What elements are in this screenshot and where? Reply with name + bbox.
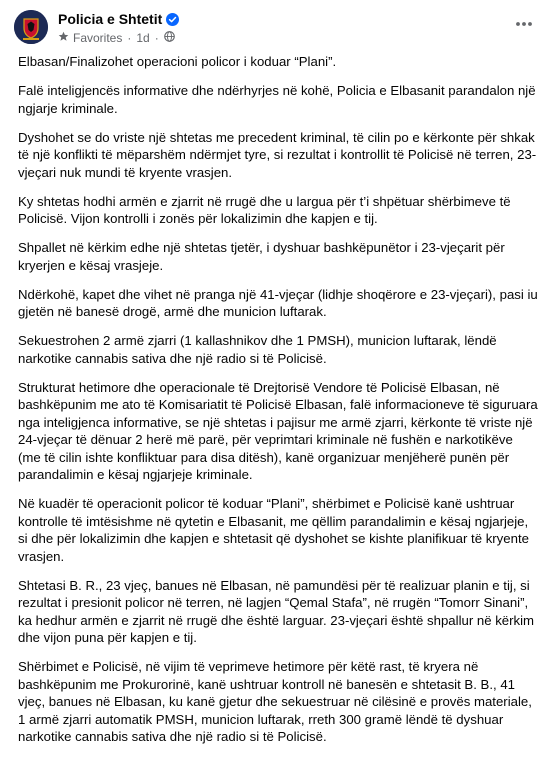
post-paragraph: Dyshohet se do vriste një shtetas me precedent kriminal, të cilin po e kërkonte për shkak të një konflikti të mëparshëm ndërmjet tyre, si rezultat i kontrollit të Policisë në terren, 23-vjeçari nuk mundi të kryente vrasjen. <box>18 129 537 180</box>
page-avatar[interactable] <box>14 10 48 44</box>
verified-badge-icon <box>166 13 179 26</box>
post-paragraph: Sekuestrohen 2 armë zjarri (1 kallashnikov dhe 1 PMSH), municion luftarak, lëndë narkotike cannabis sativa dhe një radio si të Policisë. <box>18 333 497 366</box>
post-paragraph: Shpallet në kërkim edhe një shtetas tjetër, i dyshuar bashkëpunëtor i 23-vjeçarit për kryerjen e kësaj vrasjeje. <box>18 240 505 273</box>
post-timestamp[interactable]: 1d <box>136 31 150 45</box>
post-meta <box>58 31 175 45</box>
post-body <box>18 53 538 757</box>
meta-separator-2: · <box>154 31 159 45</box>
post-paragraph: Falë inteligjencës informative dhe ndërhyrjes në kohë, Policia e Elbasanit parandalon një ngjarje kriminale. <box>18 83 536 116</box>
more-options-button[interactable] <box>514 14 534 34</box>
post-header <box>0 0 548 52</box>
post-paragraph: Strukturat hetimore dhe operacionale të Drejtorisë Vendore të Policisë Elbasan, në bashkëpunim me ato të Komisariatit të Policisë Elbasan, falë informacioneve të siguruara nga inteligjenca informative, se një shtetas i pajisur me armë zjarri, kërkonte të vriste një 24-vjeçar të dënuar 2 herë më parë, për veprimtari kriminale në fushën e narkotikëve (me të cilin ishte konfliktuar para disa ditësh), kanë organizuar menjëherë punën për parandalimin e kësaj ngjarjeje kriminale. <box>18 379 538 482</box>
post-paragraph: Shtetasi B. R., 23 vjeç, banues në Elbasan, në pamundësi për të realizuar planin e tij, si rezultat i presionit policor në terren, në lagjen “Qemal Stafa”, në rrugën “Tomorr Sinani”, ka hedhur armën e zjarrit në rrugë dhe është larguar. 23-vjeçari është shpallur në kërkim dhe vijon puna për kapjen e tij. <box>18 577 535 645</box>
post-paragraph: Ky shtetas hodhi armën e zjarrit në rrugë dhe u largua për t’i shpëtuar shërbimeve të Policisë. Vijon kontrolli i zonës për lokalizimin dhe kapjen e tij. <box>18 193 511 226</box>
globe-icon[interactable] <box>164 31 175 45</box>
post-paragraph: Në kuadër të operacionit policor të koduar “Plani”, shërbimet e Policisë kanë ushtruar kontrolle të imtësishme në qytetin e Elbasanit, me qëllim parandalimin e kësaj ngjarjeje, si dhe për lokalizimin dhe kapjen e shtetasit që dyshohet se kishte planifikuar të kryente vrasjen. <box>18 496 529 564</box>
post-paragraph: Ndërkohë, kapet dhe vihet në pranga një 41-vjeçar (lidhje shoqërore e 23-vjeçari), pasi iu gjetën në banesë drogë, armë dhe municion luftarak. <box>18 286 538 319</box>
favorites-label[interactable]: Favorites <box>73 31 123 45</box>
post-paragraph: Shërbimet e Policisë, në vijim të veprimeve hetimore për këtë rast, të kryera në bashkëpunim me Prokurorinë, kanë ushtruar kontroll në banesën e shtetasit B. B., 41 vjeç, banues në Elbasan, ku kanë gjetur dhe sekuestruar në cilësinë e provës materiale, 1 armë zjarri automatik PMSH, municion luftarak, rreth 300 gramë lëndë të dyshuar narkotike cannabis sativa dhe një radio si të Policisë. <box>18 659 532 744</box>
police-emblem-icon <box>14 10 48 44</box>
more-options-icon <box>515 21 533 27</box>
meta-separator: · <box>127 31 132 45</box>
star-icon <box>58 31 69 45</box>
page-name[interactable]: Policia e Shtetit <box>58 11 163 27</box>
page-name-row <box>58 11 179 27</box>
post-paragraph: Elbasan/Finalizohet operacioni policor i koduar “Plani”. <box>18 54 337 69</box>
